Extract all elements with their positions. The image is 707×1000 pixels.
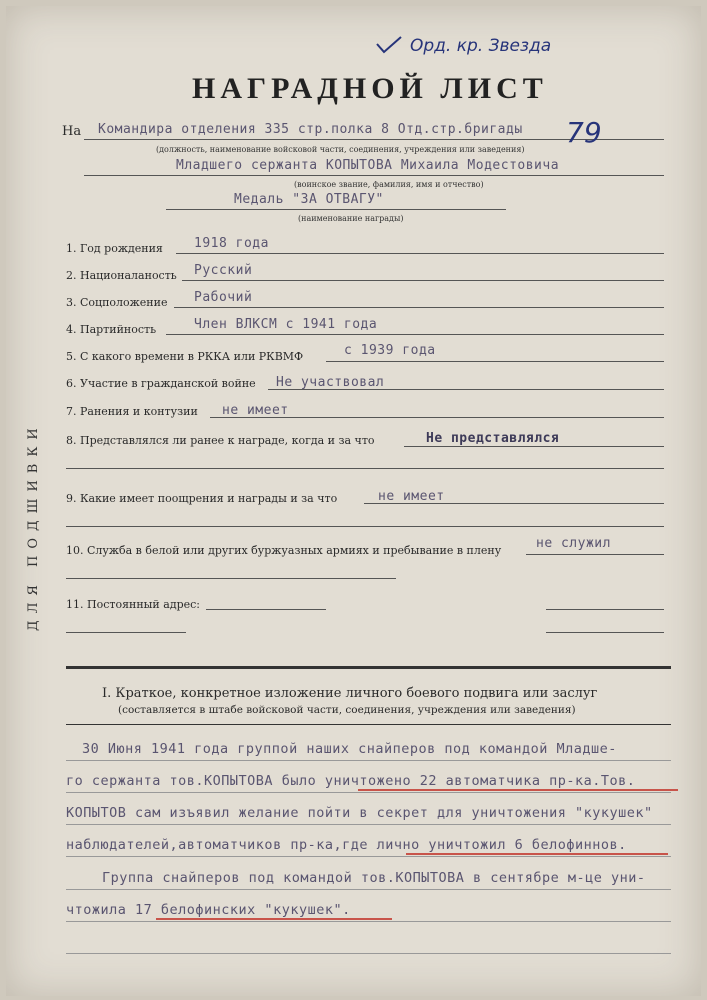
field-5-label: 5. С какого времени в РККА или РКВМФ <box>66 350 304 363</box>
section-subheading: (составляется в штабе войсковой части, соединения, учреждения или заведения) <box>118 704 576 716</box>
field-4-label: 4. Партийность <box>66 323 157 336</box>
divider <box>166 209 506 210</box>
annotation-top: Орд. кр. Звезда <box>410 36 552 56</box>
field-10-label: 10. Служба в белой или других буржуазных армиях и пребывание в плену <box>66 544 502 557</box>
divider <box>66 792 671 793</box>
field-5-value: с 1939 года <box>344 343 436 358</box>
divider <box>66 468 664 469</box>
divider <box>66 889 671 890</box>
divider <box>546 632 664 633</box>
field-6-value: Не участвовал <box>276 375 385 390</box>
highlight-underline <box>406 853 668 855</box>
field-3-label: 3. Соцположение <box>66 296 168 309</box>
divider <box>66 632 186 633</box>
field-2-value: Русский <box>194 263 253 278</box>
divider <box>404 446 664 447</box>
field-4-value: Член ВЛКСМ с 1941 года <box>194 317 378 332</box>
divider <box>546 609 664 610</box>
caption-position: (должность, наименование войсковой части, соединения, учреждения или заведения) <box>156 145 525 154</box>
award-name: Медаль "ЗА ОТВАГУ" <box>234 192 384 207</box>
field-10-value: не служил <box>536 536 611 551</box>
narrative-line-6: чтожила 17 белофинских "кукушек". <box>66 902 351 918</box>
section-subseparator <box>66 724 671 725</box>
highlight-underline <box>358 789 678 791</box>
page-title: НАГРАДНОЙ ЛИСТ <box>192 72 548 105</box>
section-separator <box>66 666 671 669</box>
field-1-value: 1918 года <box>194 236 269 251</box>
divider <box>166 334 664 335</box>
caption-award: (наименование награды) <box>298 214 404 223</box>
narrative-line-2: го сержанта тов.КОПЫТОВА было уничтожено 22 автоматчика пр-ка.Тов. <box>66 773 636 789</box>
divider <box>66 856 671 857</box>
margin-number: 79 <box>566 116 602 149</box>
field-7-label: 7. Ранения и контузии <box>66 405 198 418</box>
divider <box>364 503 664 504</box>
divider <box>84 175 664 176</box>
narrative-line-1: 30 Июня 1941 года группой наших снайперов под командой Младше- <box>82 741 617 757</box>
field-6-label: 6. Участие в гражданской войне <box>66 377 256 390</box>
divider <box>66 760 671 761</box>
field-9-label: 9. Какие имеет поощрения и награды и за что <box>66 492 338 505</box>
field-1-label: 1. Год рождения <box>66 242 163 255</box>
na-label: На <box>62 124 82 139</box>
recipient-name: Младшего сержанта КОПЫТОВА Михаила Модестовича <box>176 158 560 173</box>
divider <box>210 417 664 418</box>
divider <box>176 253 664 254</box>
field-2-label: 2. Националаность <box>66 269 177 282</box>
field-8-label: 8. Представлялся ли ранее к награде, когда и за что <box>66 434 375 447</box>
recipient-position: Командира отделения 335 стр.полка 8 Отд.стр.бригады <box>98 122 523 137</box>
divider <box>268 389 664 390</box>
divider <box>206 609 326 610</box>
caption-name: (воинское звание, фамилия, имя и отчество) <box>294 180 484 189</box>
field-11-label: 11. Постоянный адрес: <box>66 598 201 611</box>
section-heading: I. Краткое, конкретное изложение личного боевого подвига или заслуг <box>102 686 598 701</box>
highlight-underline <box>156 918 392 920</box>
side-binding-text: ДЛЯ ПОДШИВКИ <box>26 421 41 631</box>
narrative-line-5: Группа снайперов под командой тов.КОПЫТОВА в сентябре м-це уни- <box>102 870 646 886</box>
divider <box>174 307 664 308</box>
field-3-value: Рабочий <box>194 290 253 305</box>
narrative-line-4: наблюдателей,автоматчиков пр-ка,где лично уничтожил 6 белофиннов. <box>66 837 627 853</box>
divider <box>182 280 664 281</box>
divider <box>66 526 664 527</box>
divider <box>66 578 396 579</box>
narrative-line-3: КОПЫТОВ сам изъявил желание пойти в секрет для уничтожения "кукушек" <box>66 805 653 821</box>
divider <box>526 554 664 555</box>
divider <box>326 361 664 362</box>
divider <box>66 953 671 954</box>
divider <box>66 824 671 825</box>
checkmark-icon <box>374 34 404 56</box>
divider <box>66 921 671 922</box>
field-7-value: не имеет <box>222 403 289 418</box>
field-9-value: не имеет <box>378 489 445 504</box>
award-sheet <box>6 6 701 996</box>
field-8-value: Не представлялся <box>426 431 560 446</box>
